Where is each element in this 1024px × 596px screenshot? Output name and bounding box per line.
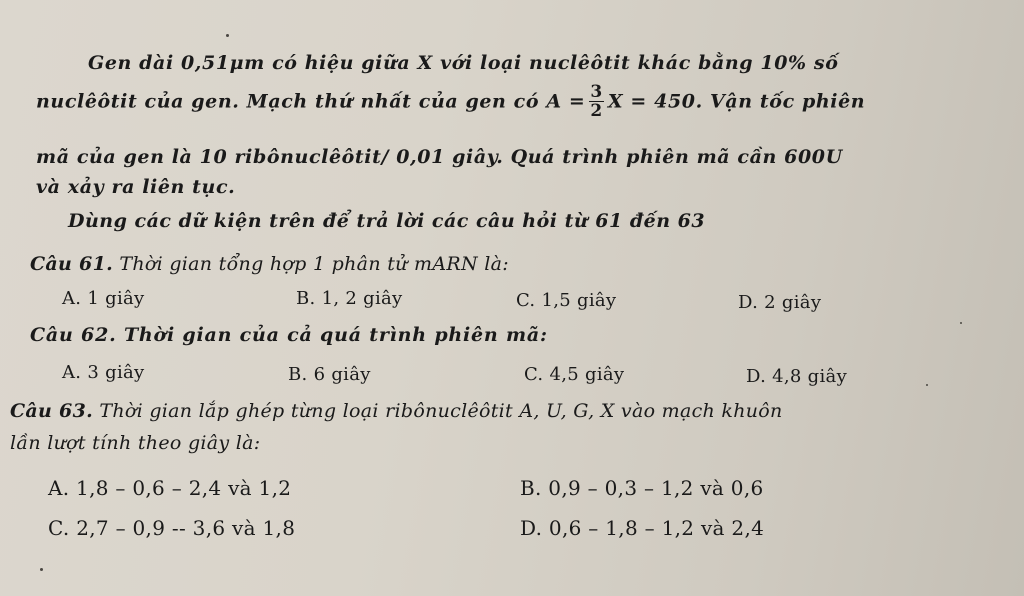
q63-option-d: D. 0,6 – 1,8 – 1,2 và 2,4 [520, 516, 765, 540]
question-61 [30, 253, 509, 275]
q63-option-a: A. 1,8 – 0,6 – 2,4 và 1,2 [48, 476, 292, 500]
question-62 [30, 324, 548, 346]
question-61-text: Thời gian tổng hợp 1 phân tử mARN là: [119, 253, 509, 275]
q62-option-a: A. 3 giây [62, 362, 145, 383]
question-63-line-2: lần lượt tính theo giây là: [10, 432, 261, 454]
passage-line-2 [36, 84, 865, 121]
paper-speck [226, 34, 229, 37]
paper-speck [40, 568, 43, 571]
passage-line-1: Gen dài 0,51μm có hiệu giữa X với loại nuclêôtit khác bằng 10% số [88, 52, 839, 74]
q61-option-b: B. 1, 2 giây [296, 288, 403, 309]
paper-speck [960, 322, 962, 324]
fraction-denominator: 2 [590, 101, 603, 121]
question-62-text: Thời gian của cả quá trình phiên mã: [123, 324, 548, 346]
q62-option-c: C. 4,5 giây [524, 364, 625, 385]
passage-line-2-after: X = 450. Vận tốc phiên [607, 90, 866, 113]
q61-option-d: D. 2 giây [738, 292, 822, 313]
passage-line-4: và xảy ra liên tục. [36, 176, 236, 198]
fraction-numerator: 3 [590, 82, 603, 102]
q61-option-a: A. 1 giây [62, 288, 145, 309]
passage-line-3: mã của gen là 10 ribônuclêôtit/ 0,01 giây. Quá trình phiên mã cần 600U [36, 146, 843, 168]
question-63-number: Câu 63. [10, 400, 94, 422]
question-61-number: Câu 61. [30, 253, 114, 275]
passage-line-2-before: nuclêôtit của gen. Mạch thứ nhất của gen có A = [36, 90, 586, 113]
q61-option-c: C. 1,5 giây [516, 290, 617, 311]
q62-option-b: B. 6 giây [288, 364, 371, 385]
question-63 [10, 400, 783, 422]
q63-option-b: B. 0,9 – 0,3 – 1,2 và 0,6 [520, 476, 764, 500]
q62-option-d: D. 4,8 giây [746, 366, 848, 387]
question-63-text-line-1: Thời gian lắp ghép từng loại ribônuclêôtit A, U, G, X vào mạch khuôn [99, 400, 783, 422]
question-62-number: Câu 62. [30, 324, 117, 346]
q63-option-c: C. 2,7 – 0,9 -- 3,6 và 1,8 [48, 516, 296, 540]
paper-speck [926, 384, 928, 386]
fraction-three-halves [589, 83, 603, 120]
instruction-heading: Dùng các dữ kiện trên để trả lời các câu hỏi từ 61 đến 63 [68, 210, 706, 232]
